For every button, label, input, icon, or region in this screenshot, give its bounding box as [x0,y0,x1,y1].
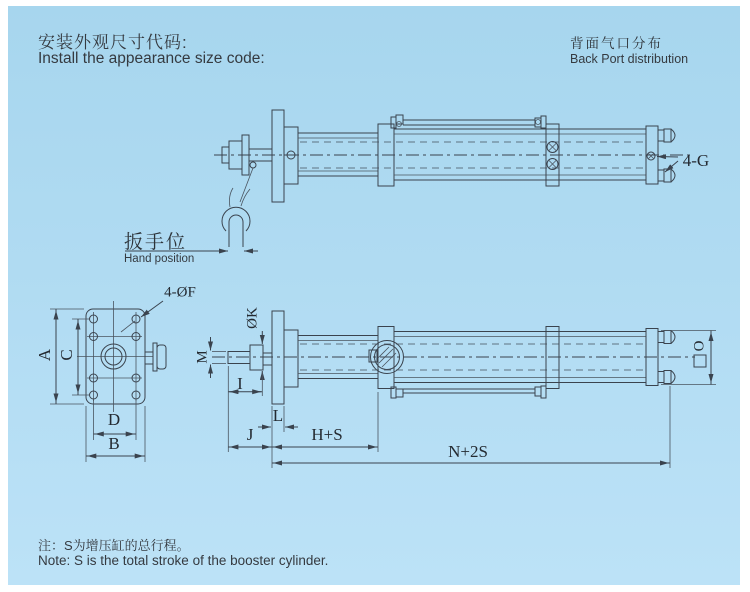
back-port-legend-en: Back Port distribution [570,52,689,66]
dim-label-d: D [107,410,121,429]
air-fitting-top [658,129,675,142]
page-title-en: Install the appearance size code: [38,50,265,67]
wrench-position-label-en: Hand position [124,253,195,265]
note-zh: 注：S为增压缸的总行程。 [38,538,190,553]
air-fitting-bottom-side [658,371,675,384]
dim-label-o: O [691,340,708,352]
dim-label-b: B [108,434,120,453]
note-en: Note: S is the total stroke of the booster cylinder. [38,553,329,568]
air-pipe-back [391,115,546,128]
wrench-glyph [222,188,250,247]
dim-label-m: M [194,350,211,364]
page-title-zh: 安装外观尺寸代码: [38,33,188,52]
dim-label-c: C [57,349,76,361]
air-fitting-top-side [658,331,675,344]
dim-label-4g: 4-G [682,151,710,170]
dim-label-a: A [35,348,54,362]
back-port-legend-zh: 背面气口分布 [570,36,663,51]
dim-label-hs: H+S [311,425,343,444]
dim-label-k: ØK [244,307,261,329]
square-section-symbol [694,355,706,367]
wrench-position-label-zh: 扳手位 [124,232,188,253]
cylinder-back-view [125,110,692,251]
air-pipe-side [391,386,546,398]
dim-label-j: J [246,425,254,444]
dim-label-4of: 4-ØF [164,284,196,301]
dim-label-n2s: N+2S [448,442,488,461]
dim-label-i: I [237,374,243,393]
dim-label-l: L [272,406,284,425]
